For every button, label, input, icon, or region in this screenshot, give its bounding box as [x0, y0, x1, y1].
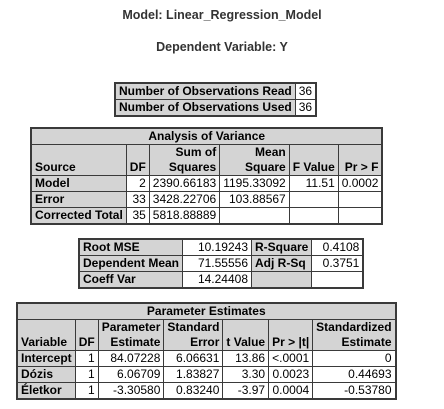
anova-ms: 1195.33092 [220, 176, 290, 192]
anova-col-source: Source [31, 145, 126, 176]
param-t: -3.97 [223, 383, 269, 400]
table-row [31, 208, 382, 225]
anova-col-p: Pr > F [338, 145, 382, 176]
param-stderr: 0.83240 [164, 383, 223, 400]
dependent-variable-title: Dependent Variable: Y [156, 40, 288, 54]
param-df: 1 [75, 367, 98, 383]
param-df: 1 [75, 351, 98, 367]
params-col-p: Pr > |t| [269, 320, 313, 351]
anova-p: 0.0002 [338, 176, 382, 192]
fit-value: 71.55556 [183, 256, 252, 272]
obs-used-label: Number of Observations Used [115, 100, 295, 117]
table-row [79, 272, 363, 289]
anova-source: Error [31, 192, 126, 208]
anova-col-f: F Value [289, 145, 338, 176]
anova-source: Corrected Total [31, 208, 126, 225]
params-col-variable: Variable [17, 320, 75, 351]
anova-source: Model [31, 176, 126, 192]
fit-label: Adj R-Sq [252, 256, 312, 272]
fit-value: 0.4108 [312, 239, 364, 256]
anova-col-ms: Mean Square [220, 145, 290, 176]
params-col-t: t Value [223, 320, 269, 351]
fit-label: Coeff Var [79, 272, 183, 289]
param-stderr: 1.83827 [164, 367, 223, 383]
params-col-stderr: Standard Error [164, 320, 223, 351]
fit-label: Dependent Mean [79, 256, 183, 272]
parameter-estimates-table [16, 302, 397, 400]
param-variable: Életkor [17, 383, 75, 400]
fit-value [312, 272, 364, 289]
table-row [31, 192, 382, 208]
params-caption: Parameter Estimates [17, 303, 396, 320]
table-row [79, 239, 363, 256]
param-estimate: -3.30580 [98, 383, 164, 400]
table-row [17, 383, 396, 400]
param-variable: Dózis [17, 367, 75, 383]
param-t: 3.30 [223, 367, 269, 383]
param-t: 13.86 [223, 351, 269, 367]
param-estimate: 6.06709 [98, 367, 164, 383]
anova-col-df: DF [126, 145, 149, 176]
table-row [31, 176, 382, 192]
table-row [79, 256, 363, 272]
params-col-df: DF [75, 320, 98, 351]
param-p: 0.0004 [269, 383, 313, 400]
anova-col-ss: Sum of Squares [149, 145, 219, 176]
params-header-row [17, 320, 396, 351]
observations-table [114, 82, 317, 117]
obs-read-label: Number of Observations Read [115, 83, 295, 100]
fit-label: R-Square [252, 239, 312, 256]
anova-table [30, 127, 383, 225]
fit-label [252, 272, 312, 289]
param-p: 0.0023 [269, 367, 313, 383]
param-estimate: 84.07228 [98, 351, 164, 367]
anova-p [338, 192, 382, 208]
param-df: 1 [75, 383, 98, 400]
params-col-std-estimate: Standardized Estimate [313, 320, 396, 351]
fit-statistics-table [78, 238, 364, 289]
anova-df: 2 [126, 176, 149, 192]
param-stderr: 6.06631 [164, 351, 223, 367]
anova-f: 11.51 [289, 176, 338, 192]
anova-f [289, 208, 338, 225]
anova-df: 35 [126, 208, 149, 225]
model-title: Model: Linear_Regression_Model [122, 8, 322, 22]
fit-label: Root MSE [79, 239, 183, 256]
anova-ms [220, 208, 290, 225]
anova-caption: Analysis of Variance [31, 128, 382, 145]
fit-value: 0.3751 [312, 256, 364, 272]
table-row [17, 367, 396, 383]
param-std-estimate: 0.44693 [313, 367, 396, 383]
params-col-estimate: Parameter Estimate [98, 320, 164, 351]
anova-ss: 3428.22706 [149, 192, 219, 208]
param-p: <.0001 [269, 351, 313, 367]
obs-used-value: 36 [295, 100, 316, 117]
param-variable: Intercept [17, 351, 75, 367]
table-row [115, 100, 316, 117]
fit-value: 14.24408 [183, 272, 252, 289]
anova-ms: 103.88567 [220, 192, 290, 208]
anova-ss: 2390.66183 [149, 176, 219, 192]
anova-header-row [31, 145, 382, 176]
table-row [17, 351, 396, 367]
param-std-estimate: 0 [313, 351, 396, 367]
obs-read-value: 36 [295, 83, 316, 100]
param-std-estimate: -0.53780 [313, 383, 396, 400]
anova-p [338, 208, 382, 225]
fit-value: 10.19243 [183, 239, 252, 256]
anova-f [289, 192, 338, 208]
anova-df: 33 [126, 192, 149, 208]
anova-ss: 5818.88889 [149, 208, 219, 225]
table-row [115, 83, 316, 100]
